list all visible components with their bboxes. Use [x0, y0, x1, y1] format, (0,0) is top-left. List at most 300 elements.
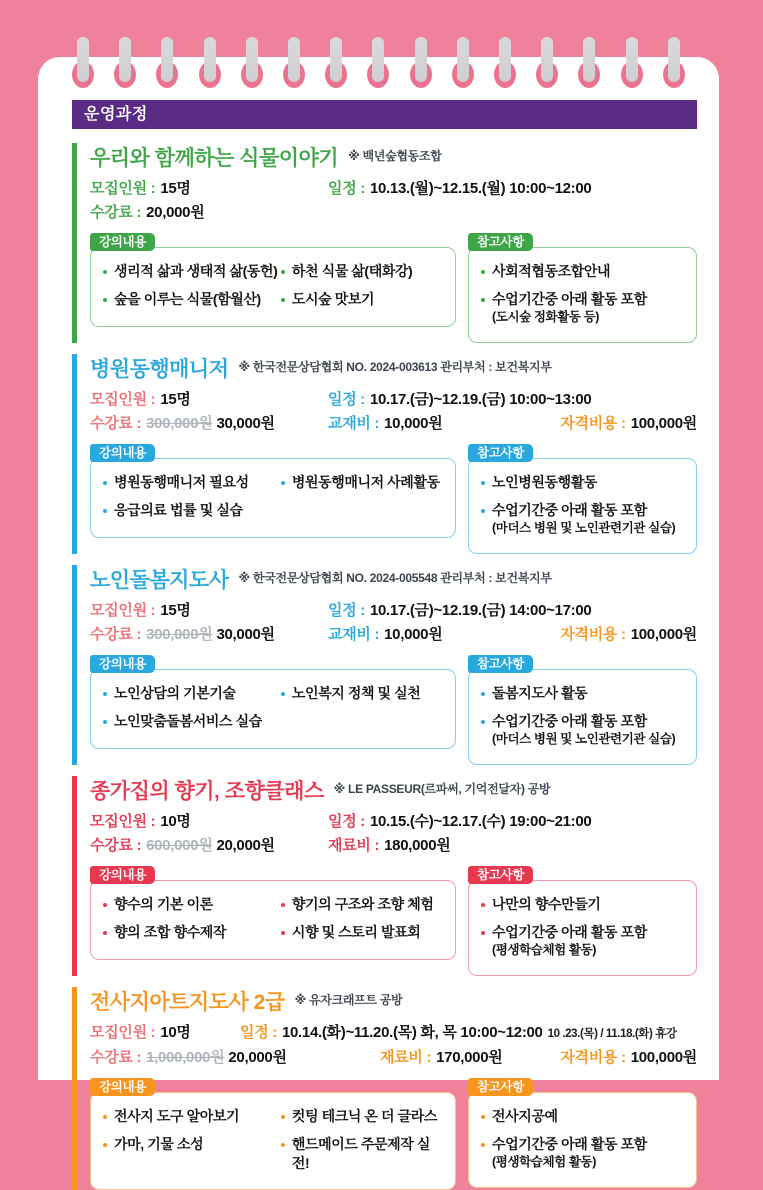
original-price-strikethrough: 300,000원 [146, 626, 213, 643]
spiral-ring-icon [283, 37, 305, 89]
note-item-subtext: (도시숲 정화활동 등) [492, 310, 600, 324]
course-title-row [90, 354, 697, 383]
info-value: 30,000원 [216, 415, 275, 432]
info-row [90, 412, 697, 436]
ring-pin-icon [77, 37, 89, 82]
info-tuition [90, 1046, 380, 1070]
notes-list [481, 1107, 686, 1171]
schedule-cancellation-note: 10 .23.(목) / 11.18.(화) 휴강 [547, 1028, 677, 1040]
bullet-dot-icon [103, 298, 107, 302]
lecture-item [103, 262, 281, 281]
bullet-dot-icon [481, 1115, 485, 1119]
note-item-text: 돌봄지도사 활동 [492, 685, 588, 701]
lecture-column [281, 468, 445, 529]
info-label: 모집인원 : [90, 1024, 156, 1041]
lecture-item-text: 노인복지 정책 및 실천 [291, 685, 421, 701]
spiral-ring-icon [536, 37, 558, 89]
lecture-item [281, 290, 445, 309]
note-item-body [492, 290, 647, 326]
note-item-body [492, 473, 597, 492]
lecture-content-panel [90, 233, 456, 343]
course-info [90, 177, 697, 225]
spiral-ring-icon [72, 37, 94, 89]
lecture-column [281, 257, 445, 318]
info-row [90, 1021, 697, 1046]
notes-list [481, 473, 686, 537]
course-boxes [90, 444, 697, 554]
lecture-item [281, 923, 445, 942]
note-item-body [492, 501, 675, 537]
info-label: 자격비용 : [560, 1049, 626, 1066]
bullet-dot-icon [481, 931, 485, 935]
info-label: 모집인원 : [90, 180, 156, 197]
lecture-item [281, 1107, 445, 1126]
info-row [90, 599, 697, 623]
note-item-text: 사회적협동조합안내 [492, 263, 611, 279]
lecture-content-box [90, 458, 456, 538]
note-item-body [492, 684, 587, 703]
lecture-column [281, 679, 445, 740]
info-certification [560, 1046, 697, 1070]
info-label: 수강료 : [90, 837, 142, 854]
course-title-row [90, 143, 697, 172]
bullet-dot-icon [481, 298, 485, 302]
lecture-item [281, 1135, 445, 1173]
info-materials [328, 834, 450, 858]
bullet-dot-icon [103, 1143, 107, 1147]
note-item-text: 수업기간중 아래 활동 포함 [492, 1136, 647, 1152]
info-row [90, 810, 697, 834]
note-item [481, 473, 686, 492]
lecture-item-body [114, 290, 261, 309]
lecture-item-body [292, 290, 374, 309]
info-label: 일정 : [240, 1024, 277, 1041]
bullet-dot-icon [103, 903, 107, 907]
ring-pin-icon [330, 37, 342, 82]
info-label: 모집인원 : [90, 391, 156, 408]
lecture-content-panel [90, 655, 456, 765]
info-value: 15명 [160, 602, 191, 619]
note-item-text: 나만의 향수만들기 [492, 896, 601, 912]
lecture-item-body [114, 473, 249, 492]
lecture-content-panel [90, 1078, 456, 1190]
info-value: 100,000원 [630, 626, 697, 643]
info-recruit [90, 1021, 240, 1045]
info-value: 15명 [160, 180, 191, 197]
lecture-item-text: 전사지 도구 알아보기 [114, 1108, 240, 1124]
course-provider-note: ※ 백년숲협동조합 [348, 149, 442, 163]
reference-notes-box [468, 880, 697, 976]
bullet-dot-icon [103, 692, 107, 696]
course-info [90, 1021, 697, 1070]
lecture-item-text: 핸드메이드 주문제작 실전! [291, 1136, 431, 1171]
original-price-strikethrough: 600,000원 [146, 837, 213, 854]
lecture-item-text: 병원동행매니저 사례활동 [291, 474, 440, 490]
course-provider-note: ※ 한국전문상담협회 NO. 2024-005548 관리부처 : 보건복지부 [238, 571, 552, 585]
course-title-row [90, 565, 697, 594]
bullet-dot-icon [481, 692, 485, 696]
bullet-dot-icon [281, 1143, 285, 1147]
lecture-item-body [114, 923, 226, 942]
info-materials [380, 1046, 502, 1070]
lecture-columns [103, 890, 445, 951]
info-value: 10.17.(금)~12.19.(금) 10:00~13:00 [369, 391, 592, 408]
lecture-item-text: 노인상담의 기본기술 [114, 685, 236, 701]
reference-notes-panel [468, 866, 697, 976]
lecture-item-body [114, 1107, 239, 1126]
course-title-row [90, 987, 697, 1016]
lecture-column [103, 1102, 281, 1182]
lecture-item-text: 가마, 기물 소성 [114, 1136, 204, 1152]
lecture-columns [103, 679, 445, 740]
bullet-dot-icon [481, 903, 485, 907]
lecture-content-box [90, 247, 456, 327]
note-item [481, 1107, 686, 1126]
lecture-item-body [292, 262, 413, 281]
info-value: 15명 [160, 391, 191, 408]
lecture-columns [103, 257, 445, 318]
spiral-ring-icon [578, 37, 600, 89]
course-info [90, 810, 697, 858]
original-price-strikethrough: 1,000,000원 [146, 1049, 225, 1066]
info-recruit [90, 810, 328, 834]
lecture-columns [103, 468, 445, 529]
info-schedule [328, 388, 591, 412]
lecture-content-badge: 강의내용 [90, 233, 155, 251]
lecture-item-text: 하천 식물 삶(태화강) [291, 263, 413, 279]
ring-pin-icon [204, 37, 216, 82]
info-label: 교재비 : [328, 626, 380, 643]
lecture-item-body [292, 895, 434, 914]
info-value: 30,000원 [216, 626, 275, 643]
bullet-dot-icon [481, 1143, 485, 1147]
note-item-text: 노인병원동행활동 [492, 474, 597, 490]
bullet-dot-icon [281, 931, 285, 935]
ring-pin-icon [372, 37, 384, 82]
lecture-item-text: 도시숲 맛보기 [291, 291, 375, 307]
info-value: 10.13.(월)~12.15.(월) 10:00~12:00 [369, 180, 592, 197]
lecture-item [103, 290, 281, 309]
note-item-body [492, 895, 600, 914]
note-item-body [492, 923, 647, 959]
ring-pin-icon [583, 37, 595, 82]
info-label: 일정 : [328, 180, 365, 197]
bullet-dot-icon [103, 1115, 107, 1119]
lecture-content-badge: 강의내용 [90, 444, 155, 462]
info-value: 20,000원 [216, 837, 275, 854]
bullet-dot-icon [103, 931, 107, 935]
note-item-text: 수업기간중 아래 활동 포함 [492, 924, 647, 940]
lecture-content-badge: 강의내용 [90, 866, 155, 884]
info-value: 10.15.(수)~12.17.(수) 19:00~21:00 [369, 813, 592, 830]
ring-pin-icon [457, 37, 469, 82]
reference-notes-badge: 참고사항 [468, 866, 533, 884]
spiral-ring-icon [325, 37, 347, 89]
lecture-item-body [292, 923, 421, 942]
spiral-ring-icon [410, 37, 432, 89]
lecture-item-body [114, 1135, 203, 1154]
lecture-item-body [114, 501, 243, 520]
lecture-item [281, 684, 445, 703]
reference-notes-box [468, 247, 697, 343]
spiral-ring-icon [156, 37, 178, 89]
note-item-subtext: (마더스 병원 및 노인관련기관 실습) [492, 732, 676, 746]
note-item-body [492, 262, 610, 281]
course-section [72, 565, 697, 765]
reference-notes-badge: 참고사항 [468, 444, 533, 462]
info-value: 100,000원 [630, 415, 697, 432]
course-boxes [90, 233, 697, 343]
lecture-content-box [90, 1092, 456, 1190]
info-value: 10.17.(금)~12.19.(금) 14:00~17:00 [369, 602, 592, 619]
spiral-ring-icon [114, 37, 136, 89]
ring-pin-icon [541, 37, 553, 82]
lecture-content-box [90, 669, 456, 749]
note-item [481, 923, 686, 959]
note-item [481, 501, 686, 537]
lecture-item-body [292, 1107, 437, 1126]
spiral-ring-icon [621, 37, 643, 89]
info-label: 수강료 : [90, 204, 142, 221]
bullet-dot-icon [103, 270, 107, 274]
lecture-item-body [292, 1135, 445, 1173]
bullet-dot-icon [481, 509, 485, 513]
notebook-page [38, 57, 719, 1171]
bullet-dot-icon [281, 1115, 285, 1119]
note-item [481, 895, 686, 914]
spiral-ring-icon [241, 37, 263, 89]
lecture-column [281, 1102, 445, 1182]
info-row [90, 623, 697, 647]
bullet-dot-icon [481, 270, 485, 274]
info-textbook [328, 623, 442, 647]
lecture-item-body [292, 473, 440, 492]
lecture-column [281, 890, 445, 951]
info-recruit [90, 388, 328, 412]
info-label: 일정 : [328, 602, 365, 619]
lecture-item-text: 향기의 구조와 조향 체험 [291, 896, 434, 912]
bullet-dot-icon [281, 270, 285, 274]
lecture-content-box [90, 880, 456, 960]
info-row [90, 834, 697, 858]
course-info [90, 388, 697, 436]
note-item-body [492, 712, 675, 748]
lecture-item [103, 1107, 281, 1126]
course-section [72, 143, 697, 343]
original-price-strikethrough: 300,000원 [146, 415, 213, 432]
reference-notes-panel [468, 233, 697, 343]
lecture-content-badge: 강의내용 [90, 1078, 155, 1096]
reference-notes-badge: 참고사항 [468, 233, 533, 251]
note-item [481, 684, 686, 703]
info-row [90, 201, 697, 225]
note-item-subtext: (평생학습체험 활동) [492, 1155, 596, 1169]
info-label: 모집인원 : [90, 813, 156, 830]
lecture-item [103, 712, 281, 731]
info-textbook [328, 412, 442, 436]
lecture-item [103, 923, 281, 942]
info-value: 10,000원 [384, 415, 443, 432]
notes-list [481, 684, 686, 748]
info-schedule [328, 810, 591, 834]
bullet-dot-icon [281, 481, 285, 485]
course-boxes [90, 655, 697, 765]
note-item-text: 수업기간중 아래 활동 포함 [492, 502, 647, 518]
note-item [481, 290, 686, 326]
info-certification [560, 412, 697, 436]
info-schedule [328, 177, 591, 201]
info-value: 10,000원 [384, 626, 443, 643]
lecture-column [103, 468, 281, 529]
info-label: 일정 : [328, 391, 365, 408]
info-value: 20,000원 [228, 1049, 287, 1066]
lecture-item [281, 895, 445, 914]
note-item [481, 1135, 686, 1171]
info-tuition [90, 412, 328, 436]
lecture-item-text: 응급의료 법률 및 실습 [114, 502, 243, 518]
spiral-ring-icon [663, 37, 685, 89]
info-label: 수강료 : [90, 415, 142, 432]
lecture-item-text: 노인맞춤돌봄서비스 실습 [114, 713, 262, 729]
course-title: 우리와 함께하는 식물이야기 [90, 147, 339, 170]
info-row [90, 177, 697, 201]
lecture-item-text: 숲을 이루는 식물(함월산) [114, 291, 261, 307]
reference-notes-box [468, 669, 697, 765]
course-title: 전사지아트지도사 2급 [90, 991, 285, 1014]
lecture-item [281, 262, 445, 281]
course-info [90, 599, 697, 647]
course-title: 종가집의 향기, 조향클래스 [90, 780, 324, 803]
lecture-content-panel [90, 444, 456, 554]
info-label: 재료비 : [328, 837, 380, 854]
ring-pin-icon [668, 37, 680, 82]
page-title: 운영과정 [72, 100, 697, 129]
info-schedule [240, 1021, 677, 1046]
info-label: 일정 : [328, 813, 365, 830]
lecture-column [103, 890, 281, 951]
info-certification [560, 623, 697, 647]
bullet-dot-icon [481, 481, 485, 485]
info-value: 10명 [160, 1024, 191, 1041]
ring-pin-icon [119, 37, 131, 82]
reference-notes-panel [468, 444, 697, 554]
info-value: 170,000원 [436, 1049, 503, 1066]
course-sections [72, 129, 719, 1190]
info-value: 10명 [160, 813, 191, 830]
bullet-dot-icon [103, 509, 107, 513]
lecture-item-body [292, 684, 421, 703]
info-label: 교재비 : [328, 415, 380, 432]
ring-pin-icon [288, 37, 300, 82]
course-provider-note: ※ 한국전문상담협회 NO. 2024-003613 관리부처 : 보건복지부 [238, 360, 552, 374]
lecture-item [103, 473, 281, 492]
course-section [72, 987, 697, 1190]
info-label: 수강료 : [90, 1049, 142, 1066]
lecture-content-panel [90, 866, 456, 976]
bullet-dot-icon [103, 720, 107, 724]
info-label: 자격비용 : [560, 415, 626, 432]
lecture-column [103, 257, 281, 318]
info-label: 자격비용 : [560, 626, 626, 643]
course-provider-note: ※ LE PASSEUR(르파써, 기억전달자) 공방 [333, 782, 551, 796]
spiral-ring-icon [199, 37, 221, 89]
lecture-columns [103, 1102, 445, 1182]
lecture-item-text: 컷팅 테크닉 온 더 글라스 [291, 1108, 438, 1124]
lecture-content-badge: 강의내용 [90, 655, 155, 673]
info-recruit [90, 177, 328, 201]
reference-notes-badge: 참고사항 [468, 655, 533, 673]
lecture-item-body [114, 712, 262, 731]
info-value: 180,000원 [384, 837, 451, 854]
bullet-dot-icon [281, 903, 285, 907]
lecture-item-text: 시향 및 스토리 발표회 [291, 924, 421, 940]
note-item-text: 수업기간중 아래 활동 포함 [492, 713, 647, 729]
reference-notes-box [468, 1092, 697, 1188]
info-schedule [328, 599, 591, 623]
note-item-subtext: (마더스 병원 및 노인관련기관 실습) [492, 521, 676, 535]
lecture-item-text: 생리적 삶과 생태적 삶(동헌) [114, 263, 278, 279]
lecture-item [103, 895, 281, 914]
course-provider-note: ※ 유자크래프트 공방 [294, 993, 403, 1007]
lecture-item-text: 향수의 기본 이론 [114, 896, 213, 912]
lecture-column [103, 679, 281, 740]
lecture-item-body [114, 684, 236, 703]
course-boxes [90, 1078, 697, 1190]
spiral-ring-icon [452, 37, 474, 89]
lecture-item-body [114, 262, 277, 281]
lecture-item-text: 향의 조합 향수제작 [114, 924, 226, 940]
info-label: 수강료 : [90, 626, 142, 643]
spiral-ring-icon [367, 37, 389, 89]
info-value: 100,000원 [630, 1049, 697, 1066]
lecture-item [103, 1135, 281, 1154]
reference-notes-panel [468, 655, 697, 765]
ring-pin-icon [161, 37, 173, 82]
notes-list [481, 895, 686, 959]
info-value: 20,000원 [146, 204, 205, 221]
lecture-item-body [114, 895, 213, 914]
note-item [481, 712, 686, 748]
course-boxes [90, 866, 697, 976]
info-row [90, 1046, 697, 1070]
reference-notes-badge: 참고사항 [468, 1078, 533, 1096]
info-value: 10.14.(화)~11.20.(목) 화, 목 10:00~12:00 [281, 1024, 543, 1041]
course-title-row [90, 776, 697, 805]
lecture-item-text: 병원동행매니저 필요성 [114, 474, 249, 490]
spiral-ring-icon [494, 37, 516, 89]
bullet-dot-icon [281, 692, 285, 696]
spiral-binding [38, 37, 719, 89]
info-label: 모집인원 : [90, 602, 156, 619]
info-label: 재료비 : [380, 1049, 432, 1066]
lecture-item [103, 684, 281, 703]
note-item [481, 262, 686, 281]
course-section [72, 354, 697, 554]
bullet-dot-icon [103, 481, 107, 485]
reference-notes-box [468, 458, 697, 554]
note-item-subtext: (평생학습체험 활동) [492, 943, 596, 957]
course-section [72, 776, 697, 976]
ring-pin-icon [499, 37, 511, 82]
ring-pin-icon [246, 37, 258, 82]
bullet-dot-icon [281, 298, 285, 302]
note-item-text: 전사지공예 [492, 1108, 558, 1124]
notes-list [481, 262, 686, 326]
bullet-dot-icon [481, 720, 485, 724]
info-recruit [90, 599, 328, 623]
lecture-item [103, 501, 281, 520]
reference-notes-panel [468, 1078, 697, 1190]
